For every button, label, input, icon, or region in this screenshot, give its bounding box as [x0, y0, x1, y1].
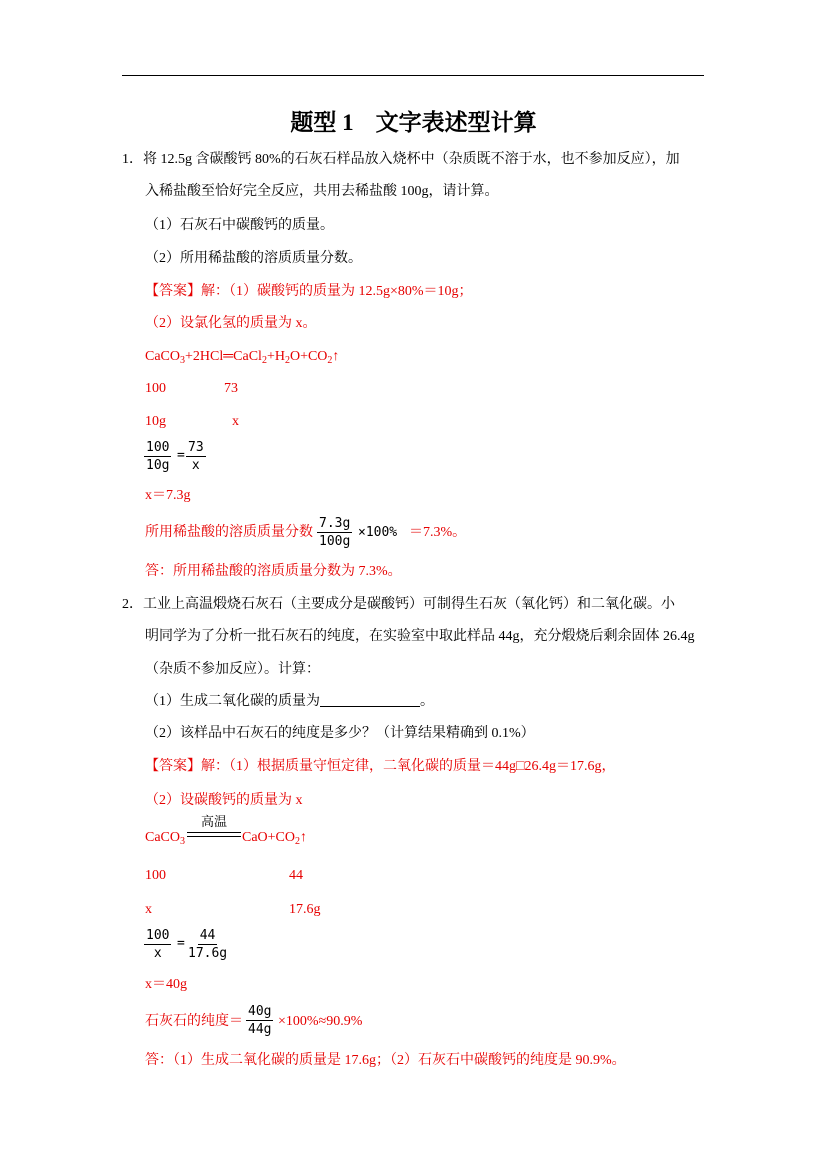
q2-purity-label: 石灰石的纯度＝	[145, 1014, 243, 1029]
q2-equation-right: $CaO+CO_2↑$	[242, 830, 308, 847]
q1-proportion-right: $\frac{73}{x}$	[188, 440, 204, 473]
q2-ratio-b1: 44	[289, 868, 303, 883]
q1-sub2: （2）所用稀盐酸的溶质质量分数。	[145, 251, 362, 266]
q2-line2: 明同学为了分析一批石灰石的纯度，在实验室中取此样品 44g，充分煅烧后剩余固体 26.4g	[145, 629, 695, 644]
q1-proportion-eq: =	[177, 448, 185, 463]
q1-line1: 1．将 12.5g 含碳酸钙 80%的石灰石样品放入烧杯中（杂质既不溶于水，也不参加反应），加	[122, 152, 680, 167]
q1-ratio-b1: 73	[224, 381, 238, 396]
q2-ratio-a1: 100	[145, 868, 166, 883]
q1-pct-mul: ×100%	[358, 525, 398, 540]
q2-purity-result: ×100%≈90.9%	[278, 1014, 363, 1029]
q1-ratio-b2: x	[232, 414, 239, 429]
q2-line1: 2．工业上高温煅烧石灰石（主要成分是碳酸钙）可制得生石灰（氧化钙）和二氧化碳。小	[122, 597, 675, 612]
q2-final-answer: 答：（1）生成二氧化碳的质量是 17.6g；（2）石灰石中碳酸钙的纯度是 90.9%。	[145, 1053, 626, 1068]
q1-answer-1	[145, 283, 473, 301]
q1-answer-2: （2）设氯化氢的质量为 x。	[145, 316, 317, 331]
q1-ratio-a2: 10g	[145, 414, 166, 429]
q1-sub1: （1）石灰石中碳酸钙的质量。	[145, 218, 334, 233]
q2-proportion-eq: =	[177, 936, 185, 951]
q1-final-answer: 答：所用稀盐酸的溶质质量分数为 7.3%。	[145, 564, 402, 579]
q2-ratio-b2: 17.6g	[289, 902, 321, 917]
q2-line3: （杂质不参加反应）。计算：	[145, 662, 320, 677]
q2-sub1: （1）生成二氧化碳的质量为 。	[145, 694, 434, 709]
q1-proportion-left: $\frac{100}{10g}$	[146, 440, 170, 473]
q2-proportion-left: $\frac{100}{x}$	[146, 928, 170, 961]
q2-proportion-right: $\frac{44}{17.6g}$	[188, 928, 228, 961]
q1-pct-fraction: $\frac{7.3g}{100g}$	[319, 516, 351, 549]
page-title	[0, 108, 827, 138]
q1-answer-tag: 【答案】	[145, 284, 201, 299]
q2-blank	[320, 693, 420, 707]
title-part1: 题型 1	[290, 110, 354, 135]
q1-answer-text: 解：（1）碳酸钙的质量为 12.5g×80%＝10g；	[201, 284, 473, 299]
q2-answer-2: （2）设碳酸钙的质量为 x	[145, 793, 303, 808]
title-part2: 文字表述型计算	[375, 110, 537, 135]
q2-answer-text: 解：（1）根据质量守恒定律，二氧化碳的质量＝44g□26.4g＝17.6g，	[201, 759, 616, 774]
q2-equation-condition: 高温	[187, 815, 241, 837]
q1-pct-label: 所用稀盐酸的溶质质量分数	[145, 525, 313, 540]
header-rule	[122, 75, 704, 76]
q2-purity-fraction: $\frac{40g}{44g}$	[248, 1004, 272, 1037]
q1-ratio-a1: 100	[145, 381, 166, 396]
q2-sub2: （2）该样品中石灰石的纯度是多少？（计算结果精确到 0.1%）	[145, 726, 535, 741]
q2-answer-1	[145, 758, 615, 776]
q2-x-result: x＝40g	[145, 977, 187, 992]
q1-line2: 入稀盐酸至恰好完全反应，共用去稀盐酸 100g，请计算。	[145, 184, 499, 199]
q1-x-result: x＝7.3g	[145, 488, 191, 503]
q1-pct-result: ＝7.3%。	[409, 525, 467, 540]
q2-equation-left: CaCO$_3$	[145, 830, 185, 847]
q1-equation: $CaCO_3+2HCl═CaCl_2+H_2O+CO_2↑$	[145, 349, 340, 366]
q2-answer-tag: 【答案】	[145, 759, 201, 774]
q2-ratio-a2: x	[145, 902, 152, 917]
